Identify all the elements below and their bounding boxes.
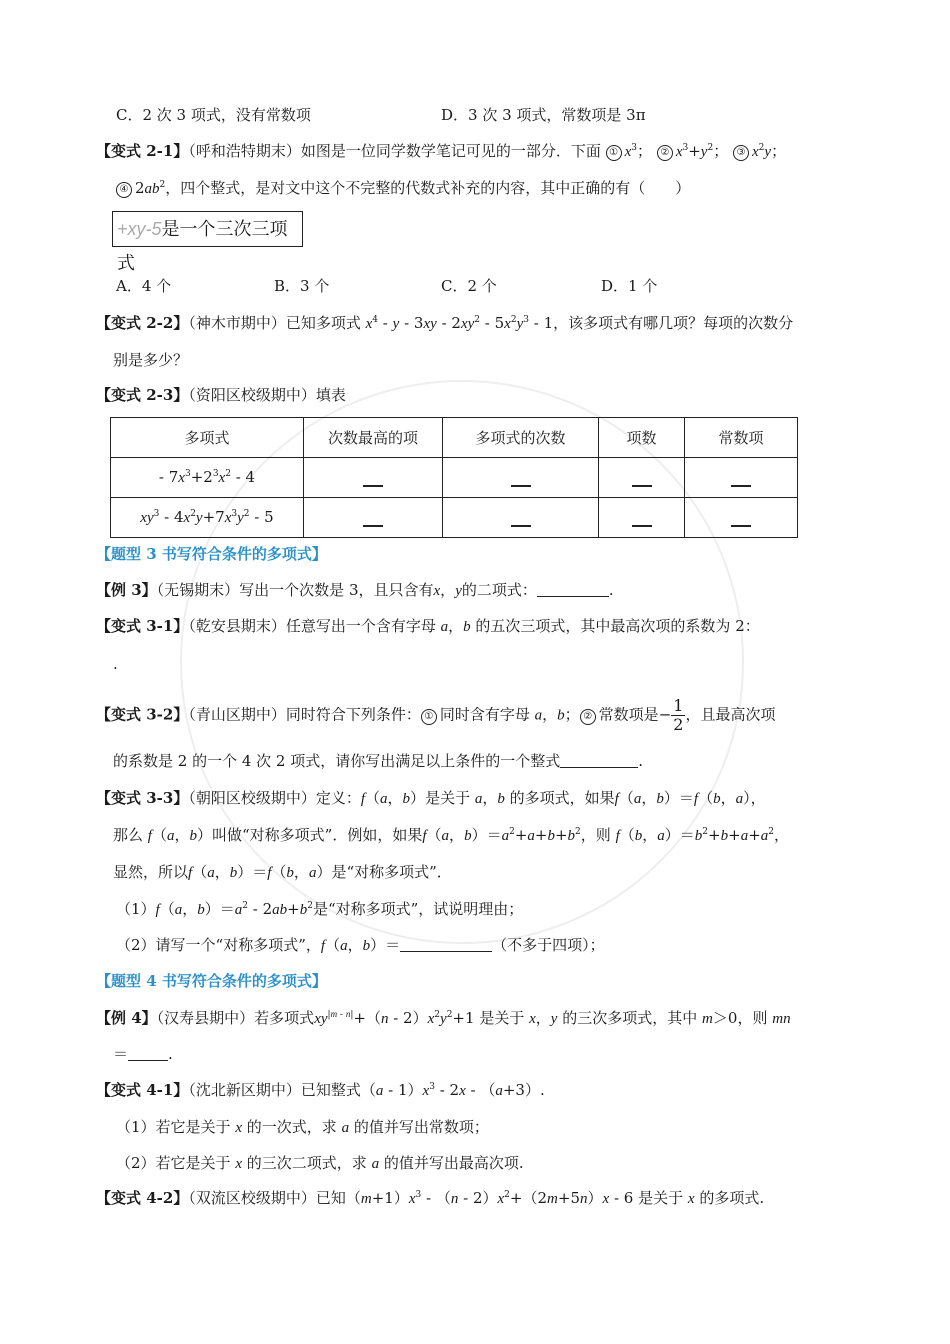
polynomial-cell: - $7x^3+2^3x^2 - 4$ <box>111 458 304 498</box>
polynomial-cell: $xy^3 - 4x^2y+7x^3y^2 - 5$ <box>111 498 304 538</box>
variant-2-1-line1: 【变式 2-1】（呼和浩特期末）如图是一位同学数学笔记可见的一部分．下面 ① $x^3$； ② $x^3+y^2$； ③ $x^2y$； <box>96 142 787 160</box>
section-title-3: 【题型 3 书写符合条件的多项式】 <box>96 545 327 563</box>
variant-tag: 【变式 2-1】 <box>96 142 189 160</box>
fraction-half: $\frac{1}{2}$ <box>673 696 684 734</box>
table-header-row: 多项式 次数最高的项 多项式的次数 项数 常数项 <box>111 418 798 458</box>
v21-option-a: A．4 个 <box>116 277 172 295</box>
variant-3-3-line3: 显然，所以f（a，b）＝f（b，a）是“对称多项式”． <box>113 863 452 881</box>
variant-2-2-line1: 【变式 2-2】（神木市期中）已知多项式 $x^4$ - y - $3xy - 2xy^2 - 5x^2y^3 - 1$，该多项式有哪几项？每项的次数分 <box>96 314 794 332</box>
option-c: C．2 次 3 项式，没有常数项 <box>116 106 311 124</box>
variant-4-2: 【变式 4-2】（双流区校级期中）已知$(m+1)x^3 - (n - 2)x^2+(2m+5n)x - 6$ 是关于 x 的多项式. <box>96 1189 765 1207</box>
example-4: 【例 4】（汉寿县期中）若多项式$xy^{|m - n|}+(n - 2)x^2y^2+1$ 是关于 x，y 的三次多项式，其中 m＞0，则 mn <box>96 1009 791 1027</box>
example-3: 【例 3】（无锡期末）写出一个次数是 3，且只含有x，y的二项式： . <box>96 581 614 599</box>
fill-table <box>110 417 798 538</box>
variant-3-2: 【变式 3-2】（青山区期中）同时符合下列条件： ① 同时含有字母 a，b； ② 常数项是− $\frac{1}{2}$ ，且最高次项 <box>96 696 776 734</box>
variant-4-1: 【变式 4-1】（沈北新区期中）已知整式$(a - 1)x^3 - 2x - (a+3)$. <box>96 1081 545 1099</box>
table-row <box>111 458 798 498</box>
variant-3-3-q1: （1）f（a，$b)=a^2 - 2ab+b^2$是“对称多项式”，试说明理由； <box>116 900 524 918</box>
v21-option-b: B．3 个 <box>274 277 330 295</box>
variant-2-1-line2: ④ $2ab^2$，四个整式，是对文中这个不完整的代数式补充的内容，其中正确的有（ ） <box>116 178 690 199</box>
variant-4-1-q2: （2）若它是关于 x 的三次二项式，求 a 的值并写出最高次项. <box>116 1154 524 1172</box>
example-4-line2: ＝ . <box>113 1045 173 1063</box>
variant-3-3-q2: （2）请写一个“对称多项式”，f（a，b）＝ （不多于四项）； <box>116 936 605 954</box>
variant-3-3-line2: 那么 f（a，b）叫做“对称多项式”．例如，如果f（a，$b)=a^2+a+b+b^2$，则 f（b，$a)=b^2+b+a+a^2$， <box>113 826 790 844</box>
variant-3-1-line2: . <box>113 655 118 673</box>
section-title-4: 【题型 4 书写符合条件的多项式】 <box>96 972 327 990</box>
notebook-snippet: +xy-5是一个三次三项式 <box>112 211 303 247</box>
variant-3-2-line2: 的系数是 2 的一个 4 次 2 项式，请你写出满足以上条件的一个整式 . <box>113 752 644 770</box>
variant-3-3-line1: 【变式 3-3】（朝阳区校级期中）定义：f（a，b）是关于 a，b 的多项式，如果f（a，b）＝f（b，a）， <box>96 789 766 807</box>
variant-3-1: 【变式 3-1】（乾安县期末）任意写出一个含有字母 a，b 的五次三项式，其中最高次项的系数为 2： <box>96 617 760 635</box>
variant-2-2-line2: 别是多少？ <box>113 351 189 369</box>
v21-option-c: C．2 个 <box>441 277 497 295</box>
option-d: D．3 次 3 项式，常数项是 3π <box>441 106 646 124</box>
table-row <box>111 498 798 538</box>
variant-2-3: 【变式 2-3】（资阳区校级期中）填表 <box>96 386 346 404</box>
v21-option-d: D．1 个 <box>601 277 658 295</box>
variant-4-1-q1: （1）若它是关于 x 的一次式，求 a 的值并写出常数项； <box>116 1118 489 1136</box>
